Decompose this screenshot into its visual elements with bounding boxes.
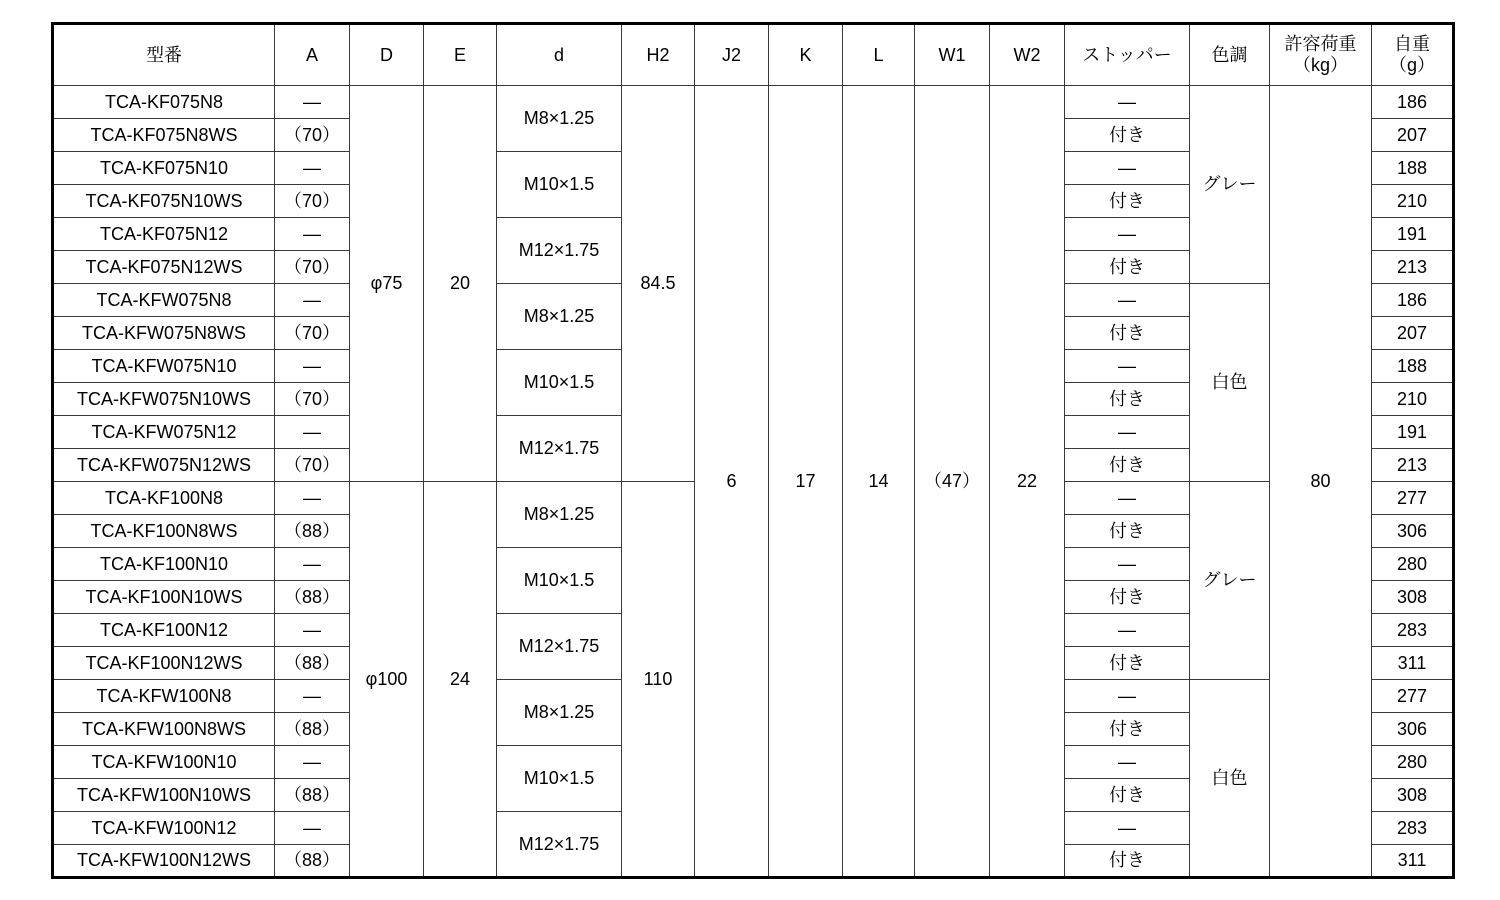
header-k: K (769, 24, 843, 86)
stopper-cell: — (1065, 284, 1190, 317)
thread-cell: M10×1.5 (497, 548, 622, 614)
model-cell: TCA-KFW075N10WS (53, 383, 275, 416)
header-stopper: ストッパー (1065, 24, 1190, 86)
model-cell: TCA-KF100N12 (53, 614, 275, 647)
header-d-small: d (497, 24, 622, 86)
model-cell: TCA-KF100N10 (53, 548, 275, 581)
weight-cell: 191 (1372, 218, 1454, 251)
stopper-cell: 付き (1065, 317, 1190, 350)
a-cell: — (275, 218, 350, 251)
weight-cell: 186 (1372, 284, 1454, 317)
header-j2: J2 (695, 24, 769, 86)
a-cell: — (275, 416, 350, 449)
a-cell: — (275, 482, 350, 515)
w2-cell: 22 (990, 86, 1065, 878)
header-load (1270, 24, 1372, 86)
a-cell: （70） (275, 185, 350, 218)
model-cell: TCA-KFW075N10 (53, 350, 275, 383)
weight-cell: 280 (1372, 746, 1454, 779)
stopper-cell: 付き (1065, 383, 1190, 416)
a-cell: — (275, 746, 350, 779)
model-cell: TCA-KFW100N10WS (53, 779, 275, 812)
a-cell: （70） (275, 251, 350, 284)
weight-cell: 207 (1372, 119, 1454, 152)
header-weight-line1: 自重 (1394, 34, 1430, 55)
model-cell: TCA-KF075N8WS (53, 119, 275, 152)
stopper-cell: — (1065, 746, 1190, 779)
model-cell: TCA-KFW075N8 (53, 284, 275, 317)
stopper-cell: 付き (1065, 779, 1190, 812)
l-cell: 14 (843, 86, 915, 878)
a-cell: — (275, 812, 350, 845)
model-cell: TCA-KFW100N12WS (53, 845, 275, 878)
weight-cell: 306 (1372, 713, 1454, 746)
color-cell: 白色 (1190, 680, 1270, 878)
stopper-cell: — (1065, 416, 1190, 449)
weight-cell: 191 (1372, 416, 1454, 449)
a-cell: （70） (275, 317, 350, 350)
header-l: L (843, 24, 915, 86)
model-cell: TCA-KF075N8 (53, 86, 275, 119)
stopper-cell: 付き (1065, 845, 1190, 878)
a-cell: （88） (275, 713, 350, 746)
weight-cell: 283 (1372, 614, 1454, 647)
model-cell: TCA-KFW075N12WS (53, 449, 275, 482)
a-cell: — (275, 350, 350, 383)
stopper-cell: 付き (1065, 449, 1190, 482)
load-cell: 80 (1270, 86, 1372, 878)
diameter-cell: φ100 (350, 482, 424, 878)
weight-cell: 280 (1372, 548, 1454, 581)
thread-cell: M12×1.75 (497, 416, 622, 482)
model-cell: TCA-KF075N10WS (53, 185, 275, 218)
a-cell: — (275, 614, 350, 647)
weight-cell: 188 (1372, 152, 1454, 185)
stopper-cell: — (1065, 812, 1190, 845)
thread-cell: M8×1.25 (497, 86, 622, 152)
thread-cell: M10×1.5 (497, 350, 622, 416)
stopper-cell: — (1065, 482, 1190, 515)
stopper-cell: — (1065, 218, 1190, 251)
model-cell: TCA-KFW100N8WS (53, 713, 275, 746)
weight-cell: 306 (1372, 515, 1454, 548)
a-cell: （88） (275, 845, 350, 878)
spec-table (51, 22, 1455, 879)
stopper-cell: 付き (1065, 581, 1190, 614)
thread-cell: M10×1.5 (497, 746, 622, 812)
a-cell: （88） (275, 581, 350, 614)
model-cell: TCA-KF100N12WS (53, 647, 275, 680)
header-w1: W1 (915, 24, 990, 86)
e-cell: 24 (424, 482, 497, 878)
thread-cell: M8×1.25 (497, 284, 622, 350)
model-cell: TCA-KFW075N12 (53, 416, 275, 449)
weight-cell: 283 (1372, 812, 1454, 845)
a-cell: （88） (275, 779, 350, 812)
a-cell: （88） (275, 515, 350, 548)
weight-cell: 311 (1372, 845, 1454, 878)
thread-cell: M8×1.25 (497, 680, 622, 746)
j2-cell: 6 (695, 86, 769, 878)
header-row (53, 24, 1454, 86)
header-load-line1: 許容荷重 (1284, 34, 1357, 55)
weight-cell: 308 (1372, 779, 1454, 812)
a-cell: — (275, 680, 350, 713)
header-load-line2: （kg） (1292, 55, 1348, 75)
stopper-cell: — (1065, 680, 1190, 713)
k-cell: 17 (769, 86, 843, 878)
table-row (53, 86, 1454, 119)
weight-cell: 308 (1372, 581, 1454, 614)
a-cell: — (275, 284, 350, 317)
a-cell: （70） (275, 119, 350, 152)
stopper-cell: 付き (1065, 119, 1190, 152)
h2-cell: 84.5 (622, 86, 695, 482)
diameter-cell: φ75 (350, 86, 424, 482)
model-cell: TCA-KFW100N10 (53, 746, 275, 779)
header-a: A (275, 24, 350, 86)
header-e: E (424, 24, 497, 86)
a-cell: — (275, 548, 350, 581)
model-cell: TCA-KFW100N12 (53, 812, 275, 845)
stopper-cell: — (1065, 152, 1190, 185)
model-cell: TCA-KFW075N8WS (53, 317, 275, 350)
thread-cell: M8×1.25 (497, 482, 622, 548)
model-cell: TCA-KF100N10WS (53, 581, 275, 614)
weight-cell: 311 (1372, 647, 1454, 680)
model-cell: TCA-KF075N12WS (53, 251, 275, 284)
h2-cell: 110 (622, 482, 695, 878)
color-cell: 白色 (1190, 284, 1270, 482)
header-weight (1372, 24, 1454, 86)
thread-cell: M12×1.75 (497, 812, 622, 878)
header-model: 型番 (53, 24, 275, 86)
weight-cell: 188 (1372, 350, 1454, 383)
stopper-cell: 付き (1065, 647, 1190, 680)
stopper-cell: — (1065, 86, 1190, 119)
weight-cell: 277 (1372, 680, 1454, 713)
model-cell: TCA-KF075N10 (53, 152, 275, 185)
weight-cell: 213 (1372, 251, 1454, 284)
thread-cell: M12×1.75 (497, 218, 622, 284)
color-cell: グレー (1190, 86, 1270, 284)
a-cell: — (275, 86, 350, 119)
w1-cell: （47） (915, 86, 990, 878)
stopper-cell: — (1065, 548, 1190, 581)
e-cell: 20 (424, 86, 497, 482)
weight-cell: 213 (1372, 449, 1454, 482)
a-cell: — (275, 152, 350, 185)
header-color: 色調 (1190, 24, 1270, 86)
thread-cell: M10×1.5 (497, 152, 622, 218)
a-cell: （88） (275, 647, 350, 680)
stopper-cell: 付き (1065, 251, 1190, 284)
model-cell: TCA-KF075N12 (53, 218, 275, 251)
header-d-big: D (350, 24, 424, 86)
stopper-cell: 付き (1065, 185, 1190, 218)
weight-cell: 207 (1372, 317, 1454, 350)
stopper-cell: — (1065, 614, 1190, 647)
thread-cell: M12×1.75 (497, 614, 622, 680)
header-weight-line2: （g） (1388, 55, 1435, 75)
model-cell: TCA-KF100N8 (53, 482, 275, 515)
weight-cell: 210 (1372, 383, 1454, 416)
stopper-cell: — (1065, 350, 1190, 383)
color-cell: グレー (1190, 482, 1270, 680)
a-cell: （70） (275, 383, 350, 416)
weight-cell: 277 (1372, 482, 1454, 515)
model-cell: TCA-KFW100N8 (53, 680, 275, 713)
model-cell: TCA-KF100N8WS (53, 515, 275, 548)
header-h2: H2 (622, 24, 695, 86)
stopper-cell: 付き (1065, 713, 1190, 746)
weight-cell: 210 (1372, 185, 1454, 218)
stopper-cell: 付き (1065, 515, 1190, 548)
weight-cell: 186 (1372, 86, 1454, 119)
a-cell: （70） (275, 449, 350, 482)
header-w2: W2 (990, 24, 1065, 86)
